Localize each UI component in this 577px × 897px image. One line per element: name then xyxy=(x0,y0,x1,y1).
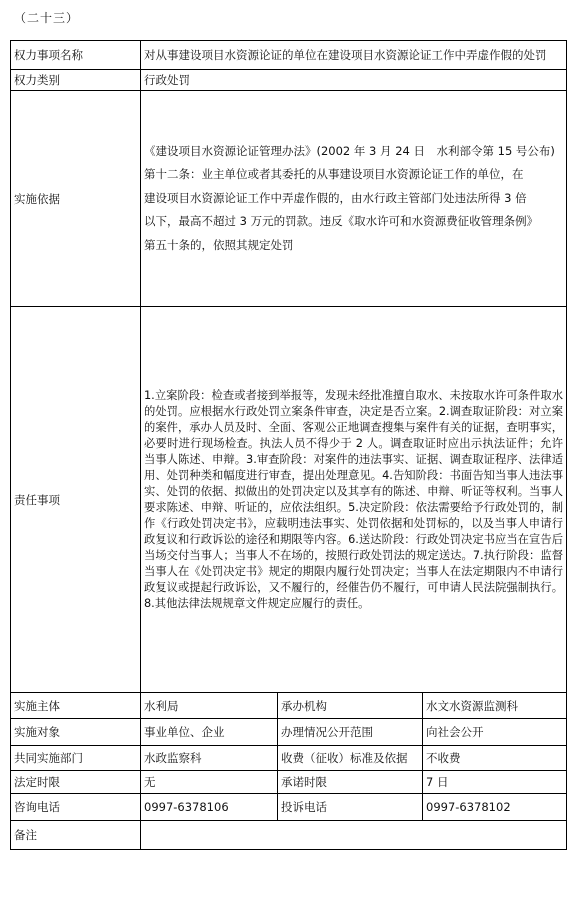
power-item-value: 对从事建设项目水资源论证的单位在建设项目水资源论证工作中弄虚作假的处罚 xyxy=(141,41,567,70)
basis-line: 《建设项目水资源论证管理办法》(2002 年 3 月 24 日 水利部令第 15 号公布) xyxy=(144,143,555,158)
legal-time-limit-label: 法定时限 xyxy=(11,771,141,794)
row-subject xyxy=(11,693,567,719)
joint-dept-label: 共同实施部门 xyxy=(11,746,141,771)
power-category-label: 权力类别 xyxy=(11,70,141,91)
fee-label: 收费（征收）标准及依据 xyxy=(278,746,423,771)
consult-phone-value: 0997-6378106 xyxy=(141,794,278,821)
basis-line: 建设项目水资源论证工作中弄虚作假的，由水行政主管部门处违法所得 3 倍 xyxy=(144,190,527,205)
basis-content xyxy=(141,91,567,307)
disclosure-scope-label: 办理情况公开范围 xyxy=(278,719,423,746)
basis-label: 实施依据 xyxy=(11,91,141,307)
row-remarks xyxy=(11,821,567,850)
promised-time-limit-label: 承诺时限 xyxy=(278,771,423,794)
joint-dept-value: 水政监察科 xyxy=(141,746,278,771)
responsibility-label: 责任事项 xyxy=(11,307,141,693)
target-value: 事业单位、企业 xyxy=(141,719,278,746)
basis-line: 第五十条的，依照其规定处罚 xyxy=(144,237,294,252)
undertaking-org-value: 水文水资源监测科 xyxy=(423,693,567,719)
row-power-item xyxy=(11,41,567,70)
remarks-label: 备注 xyxy=(11,821,141,850)
row-target xyxy=(11,719,567,746)
row-phone xyxy=(11,794,567,821)
power-category-value: 行政处罚 xyxy=(141,70,567,91)
basis-line: 第十二条：业主单位或者其委托的从事建设项目水资源论证工作的单位，在 xyxy=(144,167,524,182)
complaint-phone-label: 投诉电话 xyxy=(278,794,423,821)
section-heading: （二十三） xyxy=(14,11,80,25)
disclosure-scope-value: 向社会公开 xyxy=(423,719,567,746)
row-basis xyxy=(11,91,567,307)
fee-value: 不收费 xyxy=(423,746,567,771)
legal-time-limit-value: 无 xyxy=(141,771,278,794)
row-responsibility xyxy=(11,307,567,693)
promised-time-limit-value: 7 日 xyxy=(423,771,567,794)
power-item-table xyxy=(10,40,567,850)
responsibility-text: 1.立案阶段：检查或者接到举报等，发现未经批准擅自取水、未按取水许可条件取水的处罚。应根据水行政处罚立案条件审查，决定是否立案。2.调查取证阶段：对立案的案件，承办人员及时、全面、客观公正地调查搜集与案件有关的证据，查明事实，必要时进行现场检查。执法人员不得少于 2 人。调查取证时应出示执法证件；允许当事人陈述、申辩。3.审查阶段：对案件的违法事实、证据、调查取证程序、法律适用、处罚种类和幅度进行审查，提出处理意见。4.告知阶段：书面告知当事人违法事实、处罚的依据、拟做出的处罚决定以及其享有的陈述、申辩、听证等权利。当事人要求陈述、申辩、听证的，应依法组织。5.决定阶段：依法需要给予行政处罚的，制作《行政处罚决定书》，应载明违法事实、处罚依据和处罚标的，以及当事人申请行政复议和行政诉讼的途径和期限等内容。6.送达阶段：行政处罚决定书应当在宣告后当场交付当事人；当事人不在场的，按照行政处罚法的规定送达。7.执行阶段：监督当事人在《处罚决定书》规定的期限内履行处罚决定；当事人在法定期限内不申请行政复议或提起行政诉讼，又不履行的，经催告仍不履行，可申请人民法院强制执行。8.其他法律法规规章文件规定应履行的责任。 xyxy=(141,307,567,693)
basis-line: 以下，最高不超过 3 万元的罚款。违反《取水许可和水资源费征收管理条例》 xyxy=(144,214,539,229)
complaint-phone-value: 0997-6378102 xyxy=(423,794,567,821)
row-time-limit xyxy=(11,771,567,794)
subject-label: 实施主体 xyxy=(11,693,141,719)
row-power-category xyxy=(11,70,567,91)
target-label: 实施对象 xyxy=(11,719,141,746)
remarks-value xyxy=(141,821,567,850)
power-item-label: 权力事项名称 xyxy=(11,41,141,70)
subject-value: 水利局 xyxy=(141,693,278,719)
consult-phone-label: 咨询电话 xyxy=(11,794,141,821)
undertaking-org-label: 承办机构 xyxy=(278,693,423,719)
row-joint xyxy=(11,746,567,771)
